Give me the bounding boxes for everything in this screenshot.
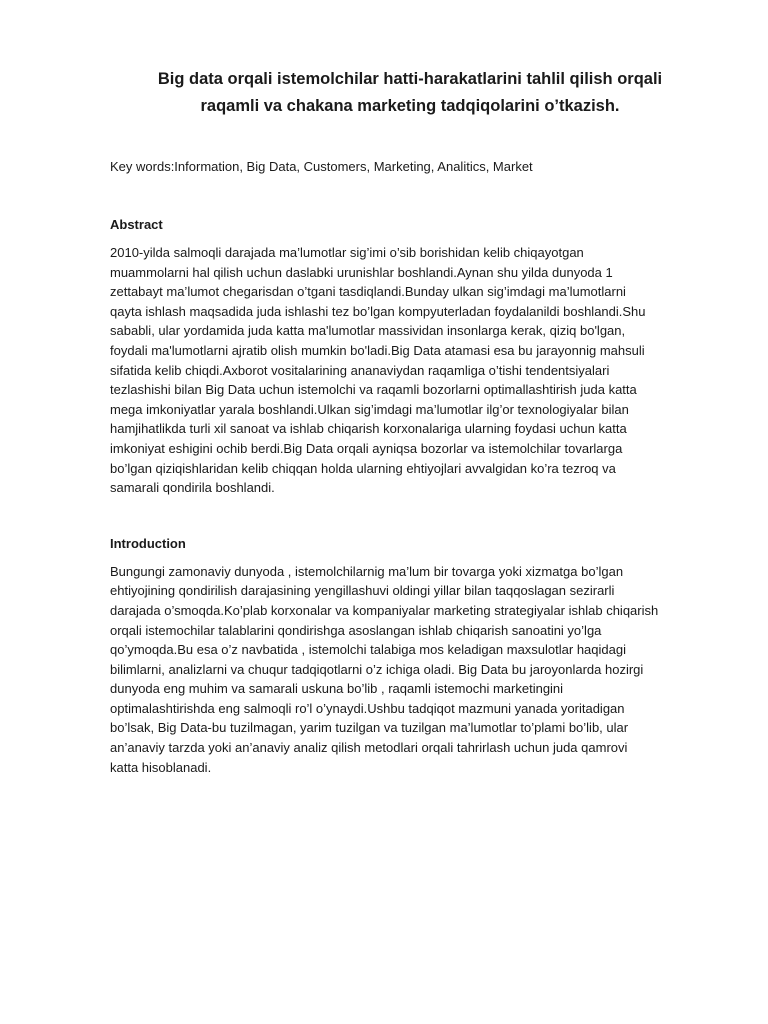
introduction-line: Bungungi zamonaviy dunyoda , istemolchilarnig ma’lum bir tovarga yoki xizmatga bo’lgan bbox=[110, 563, 624, 579]
abstract-line: sababli, ular yordamida juda katta ma'lumotlar massividan insonlarga kerak, qiziq bo'lgan, bbox=[110, 323, 626, 339]
introduction-line: optimalashtirishda eng salmoqli ro’l o’ynaydi.Ushbu tadqiqot mazmuni yanada yoritadigan bbox=[110, 700, 625, 716]
abstract-line: muammolarni hal qilish uchun daslabki urunishlar boshlandi.Aynan shu yilda dunyoda 1 bbox=[110, 264, 613, 280]
introduction-paragraph bbox=[110, 562, 710, 778]
title-line: raqamli va chakana marketing tadqiqolarini o’tkazish. bbox=[200, 97, 620, 115]
abstract-line: tezlashishi bilan Big Data uchun istemolchi va raqamli bozorlarni optimallashtirish juda katta bbox=[110, 382, 637, 398]
abstract-line: bo’lgan qiziqishlaridan kelib chiqqan holda ularning ehtiyojlari avvalgidan ko’ra tezroq va bbox=[110, 460, 616, 476]
abstract-line: imkoniyat eshigini ochib berdi.Big Data orqali ayniqsa bozorlar va istemolchilar tovarlarga bbox=[110, 440, 623, 456]
abstract-line: samarali qondirila boshlandi. bbox=[110, 480, 275, 496]
abstract-line: hamjihatlikda turli xil sanoat va ishlab chiqarish korxonalariga ularning foydasi uchun katta bbox=[110, 421, 627, 437]
introduction-line: katta hisoblanadi. bbox=[110, 759, 212, 775]
paper-title bbox=[110, 66, 710, 120]
abstract-line: mega imkoniyatlar yarala boshlandi.Ulkan sig’imdagi ma’lumotlar ilg’or texnologiyalar bilan bbox=[110, 401, 629, 417]
introduction-line: an’anaviy tarzda yoki an’anaviy analiz qilish metodlari orqali tahrirlash uchun juda qamrovi bbox=[110, 740, 628, 756]
keywords-line: Key words:Information, Big Data, Customers, Marketing, Analitics, Market bbox=[110, 159, 533, 174]
abstract-line: 2010-yilda salmoqli darajada ma’lumotlar sig’imi o’sib borishidan kelib chiqayotgan bbox=[110, 245, 584, 260]
introduction-line: orqali istemochilar talablarini qondirishga asoslangan ishlab chiqarish sanoatini yo’lga bbox=[110, 622, 602, 638]
abstract-paragraph bbox=[110, 243, 710, 498]
abstract-line: foydali ma'lumotlarni ajratib olish mumkin bo'ladi.Big Data atamasi esa bu jarayonnig mahsuli bbox=[110, 342, 645, 358]
introduction-line: bilimlarni, analizlarni va chuqur tadqiqotlarni o’z ichiga oladi. Big Data bu jaroyonlarda hozirgi bbox=[110, 661, 644, 677]
introduction-line: qo’ymoqda.Bu esa o’z navbatida , istemolchi talabiga mos keladigan maxsulotlar haqidagi bbox=[110, 642, 626, 658]
abstract-line: sifatida kelib chiqdi.Axborot vositalarining ananaviydan raqamliga o’tishi tendentsiyalari bbox=[110, 362, 610, 378]
abstract-heading: Abstract bbox=[110, 217, 163, 232]
introduction-line: ehtiyojining qondirilish darajasining yengillashuvi oldingi yillar bilan taqqoslagan sezirarli bbox=[110, 583, 615, 599]
introduction-line: darajada o’smoqda.Ko’plab korxonalar va kompaniyalar marketing strategiyalar ishlab chiqarish bbox=[110, 602, 659, 618]
introduction-heading: Introduction bbox=[110, 535, 186, 551]
introduction-line: dunyoda eng muhim va samarali uskuna bo’lib , raqamli istemochi marketingini bbox=[110, 681, 564, 697]
abstract-line: qayta ishlash maqsadida juda ishlashi tez bo’lgan kompyuterladan foydalanildi boshlandi.Shu bbox=[110, 303, 646, 319]
abstract-line: zettabayt ma’lumot chegarisdan o’tgani tasdiqlandi.Bunday ulkan sig’imdagi ma’lumotlarni bbox=[110, 284, 626, 300]
introduction-line: bo’lsak, Big Data-bu tuzilmagan, yarim tuzilgan va tuzilgan ma’lumotlar to’plami bo’lib, ular bbox=[110, 720, 629, 736]
title-line: Big data orqali istemolchilar hatti-harakatlarini tahlil qilish orqali bbox=[157, 70, 663, 88]
